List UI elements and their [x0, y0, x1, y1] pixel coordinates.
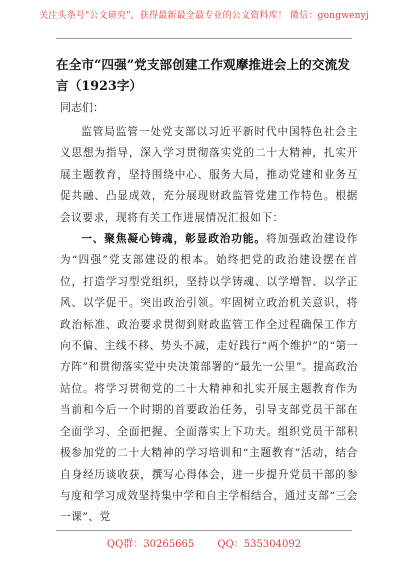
- header-divider: [56, 38, 352, 39]
- document-body: [60, 122, 358, 529]
- footer-qq: QQ：535304092: [217, 539, 302, 550]
- footer-qq-group: QQ群：30265665: [106, 539, 195, 550]
- document-title: 在全市“四强”党支部创建工作观摩推进会上的交流发言（1923字）: [56, 57, 350, 93]
- footer-contacts: [0, 535, 408, 550]
- section-text: 将加强政治建设作为“四强”党支部建设的根本。始终把党的政治建设摆在首位，打造学习型党组织，坚持以学铸魂、以学增智、以学正风、以学促干。突出政治引领。牢固树立政治机关意识，将政治标准、政治要求贯彻到财政监管工作全过程确保工作方向不偏、主线不移、势头不减，走好践行“两个维护”的“第一方阵”和贯彻落实党中央决策部署的“最先一公里”。提高政治站位。将学习贯彻党的二十大精神和扎实开展主题教育作为当前和今后一个时期的首要政治任务，引导支部党员干部在全面学习、全面把握、全面落实上下功夫。组织党员干部积极参加党的二十大精神的学习培训和“主题教育”活动，结合自身经历谈收获，撰写心得体会，进一步提升党员干部的参与度和学习成效坚持集中学和自主学相结合，通过支部“三会一课”、党: [60, 233, 358, 524]
- salutation: 同志们：: [60, 101, 104, 114]
- section-heading: 一、聚焦凝心铸魂，彰显政治功能。: [81, 233, 266, 246]
- header-notice: 关注头条号"公文研究"，获得最新最全最专业的公文资料库！ 微信：gongwenyj: [39, 11, 369, 21]
- footer-divider: [56, 530, 352, 531]
- paragraph-intro: 监管局监管一处党支部以习近平新时代中国特色社会主义思想为指导，深入学习贯彻落实党的二十大精神，扎实开展主题教育，坚持围绕中心、服务大局，推动党建和业务互促共融、凸显成效，充分展现财政监管党建工作特色。根据会议要求，现将有关工作进展情况汇报如下：: [60, 126, 358, 224]
- paragraph-section-1: [60, 229, 358, 529]
